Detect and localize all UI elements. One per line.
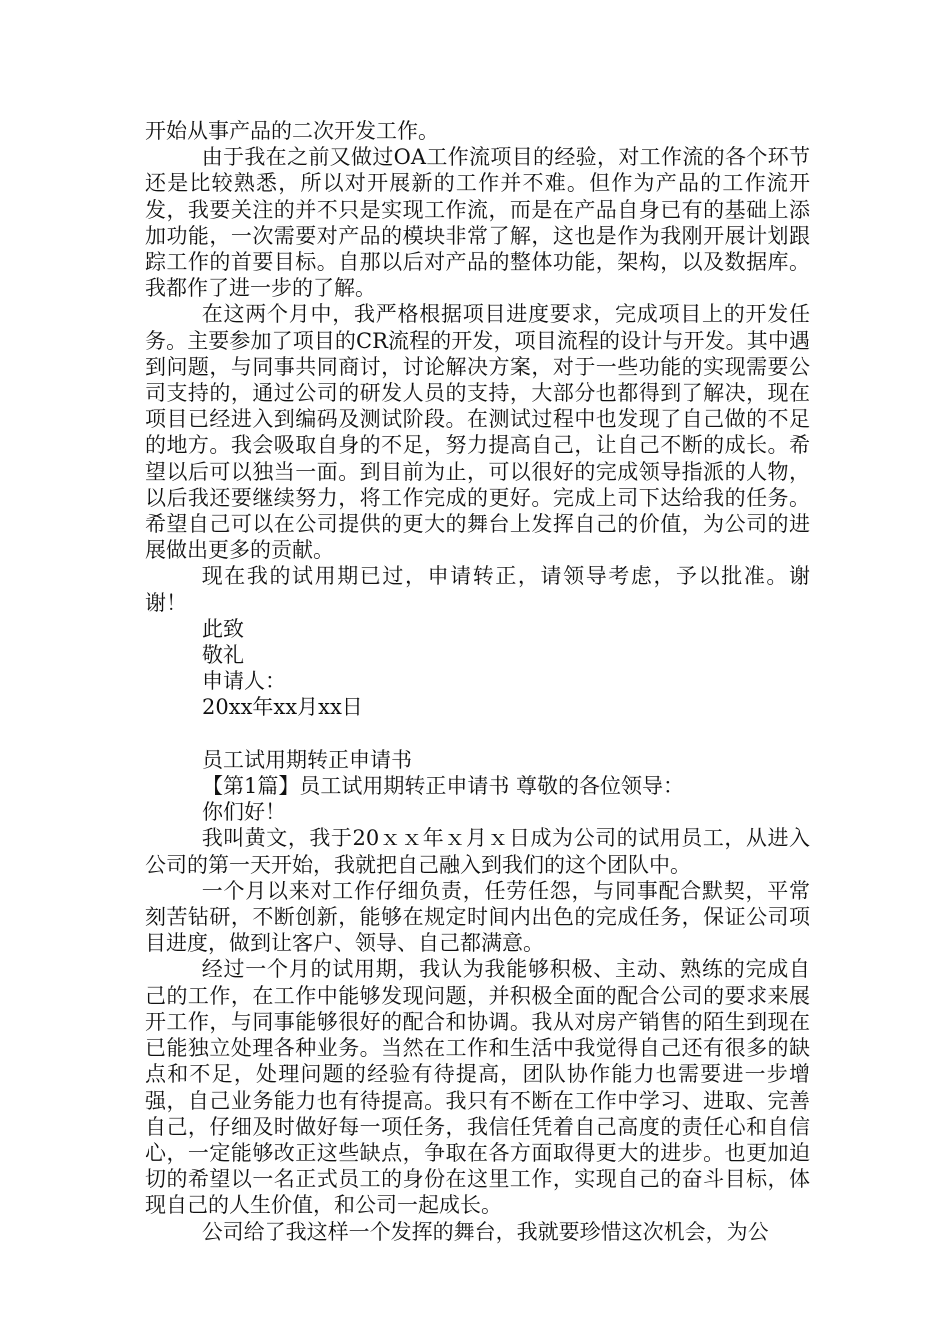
section-title: 员工试用期转正申请书: [202, 747, 412, 772]
document-body: [145, 118, 810, 1245]
paragraph-1: 开始从事产品的二次开发工作。: [145, 119, 439, 143]
closing-date: 20xx年xx月xx日: [202, 695, 363, 720]
paragraph-4: 现在我的试用期已过，申请转正，请领导考虑，予以批准。谢谢！: [145, 564, 810, 615]
paragraph-8: 公司给了我这样一个发挥的舞台，我就要珍惜这次机会，为公: [201, 1219, 769, 1244]
greeting: 你们好！: [202, 800, 286, 825]
paragraph-2: 由于我在之前又做过OA工作流项目的经验，对工作流的各个环节还是比较熟悉，所以对开展新的工作并不难。但作为产品的工作流开发，我要关注的并不只是实现工作流，而是在产品自身已有的基础上添加功能，一次需要对产品的模块非常了解，这也是作为我刚开展计划跟踪工作的首要目标。自那以后对产品的整体功能，架构，以及数据库。我都作了进一步的了解。: [145, 145, 810, 301]
closing-salutation: 此致: [202, 616, 244, 641]
paragraph-3: 在这两个月中，我严格根据项目进度要求，完成项目上的开发任务。主要参加了项目的CR流程的开发，项目流程的设计与开发。其中遇到问题，与同事共同商讨，讨论解决方案，对于一些功能的实现需要公司支持的，通过公司的研发人员的支持，大部分也都得到了解决，现在项目已经进入到编码及测试阶段。在测试过程中也发现了自己做的不足的地方。我会吸取自身的不足，努力提高自己，让自己不断的成长。希望以后可以独当一面。到目前为止，可以很好的完成领导指派的人物，以后我还要继续努力，将工作完成的更好。完成上司下达给我的任务。希望自己可以在公司提供的更大的舞台上发挥自己的价值，为公司的进展做出更多的贡献。: [145, 302, 810, 563]
paragraph-7: 经过一个月的试用期，我认为我能够积极、主动、熟练的完成自己的工作，在工作中能够发现问题，并积极全面的配合公司的要求来展开工作，与同事能够很好的配合和协调。我从对房产销售的陌生到现在已能独立处理各种业务。当然在工作和生活中我觉得自己还有很多的缺点和不足，处理问题的经验有待提高，团队协作能力也需要进一步增强，自己业务能力也有待提高。我只有不断在工作中学习、进取、完善自己，仔细及时做好每一项任务，我信任凭着自己高度的责任心和自信心，一定能够改正这些缺点，争取在各方面取得更大的进步。也更加迫切的希望以一名正式员工的身份在这里工作，实现自己的奋斗目标，体现自己的人生价值，和公司一起成长。: [145, 957, 810, 1218]
closing-applicant: 申请人：: [202, 669, 286, 694]
paragraph-5: 我叫黄文，我于20ｘｘ年ｘ月ｘ日成为公司的试用员工，从进入公司的第一天开始，我就把自己融入到我们的这个团队中。: [145, 826, 810, 877]
spacer: [145, 721, 810, 747]
section-heading: 【第1篇】员工试用期转正申请书 尊敬的各位领导：: [202, 774, 685, 799]
paragraph-6: 一个月以来对工作仔细负责，任劳任怨，与同事配合默契，平常刻苦钻研，不断创新，能够在规定时间内出色的完成任务，保证公司项目进度，做到让客户、领导、自己都满意。: [145, 878, 810, 956]
closing-regards: 敬礼: [202, 643, 244, 668]
